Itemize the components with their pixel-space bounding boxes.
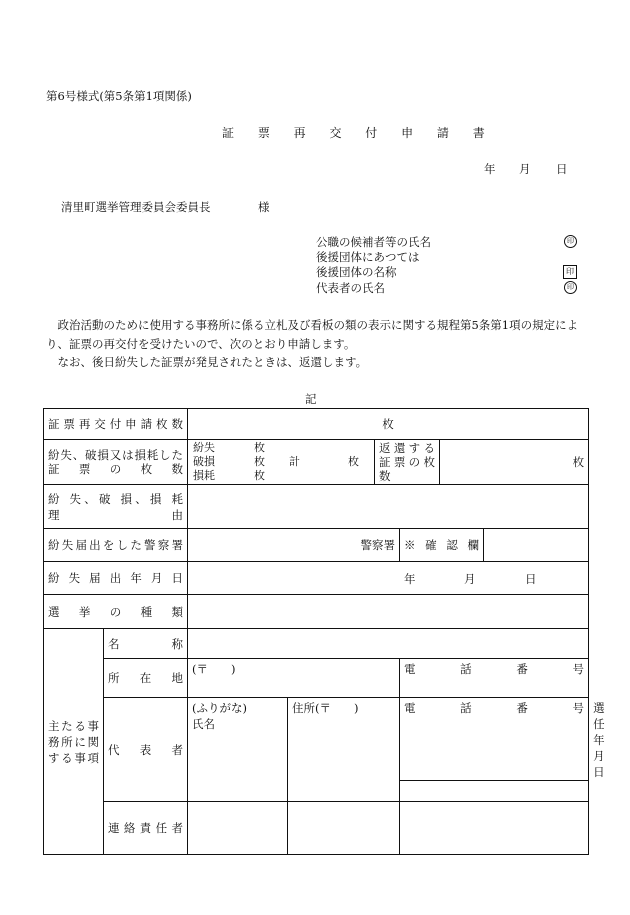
- return-count-label: 返還する証票の枚数: [375, 440, 440, 485]
- applicant-representative-label: 代表者の氏名: [316, 281, 385, 295]
- lost-count-field[interactable]: [188, 440, 375, 485]
- report-date-field[interactable]: [188, 562, 589, 595]
- return-count-field[interactable]: 枚: [440, 440, 589, 485]
- date-day: 日: [556, 162, 568, 176]
- contact-person-label: 連絡責任者: [104, 802, 188, 855]
- police-station-field[interactable]: 警察署: [188, 529, 400, 562]
- reason-field[interactable]: [188, 485, 589, 529]
- seal-square-icon: 印: [563, 265, 577, 279]
- addressee-honorific: 様: [258, 200, 270, 214]
- lost-label: 紛失: [193, 441, 215, 454]
- furigana-label: (ふりがな): [192, 701, 247, 715]
- confirm-field[interactable]: [484, 529, 589, 562]
- reason-label: [44, 485, 188, 529]
- contact-phone-field[interactable]: [400, 802, 589, 855]
- representative-label: 代表者: [104, 698, 188, 802]
- applicant-name-label: 公職の候補者等の氏名: [316, 235, 431, 249]
- worn-label: 損耗: [193, 469, 215, 482]
- reissue-count-field[interactable]: 枚: [188, 409, 589, 440]
- representative-phone-field[interactable]: [400, 781, 589, 802]
- name-label: 氏名: [192, 717, 215, 731]
- seal-round-icon: 印: [564, 235, 577, 248]
- applicant-group-note: 後援団体にあつては: [316, 250, 420, 264]
- office-name-field[interactable]: [188, 629, 589, 659]
- document-title: 証 票 再 交 付 申 請 書: [222, 126, 495, 140]
- applicant-group-name-label: 後援団体の名称: [316, 265, 397, 279]
- office-location-field[interactable]: (〒 ): [188, 659, 400, 698]
- return-statement: なお、後日紛失した証票が発見されたときは、返還します。: [46, 355, 368, 369]
- report-day: 日: [525, 572, 537, 586]
- report-date-label: 紛失届出年月日: [44, 562, 188, 595]
- addressee: 清里町選挙管理委員会委員長: [61, 200, 211, 214]
- representative-name-field[interactable]: [188, 698, 288, 802]
- office-location-label: 所在地: [104, 659, 188, 698]
- unit-label: 枚: [254, 441, 265, 454]
- representative-phone-label: 電話番号: [400, 698, 589, 781]
- reissue-count-label: 証票再交付申請枚数: [44, 409, 188, 440]
- unit-label: 枚: [254, 469, 265, 482]
- unit-label: 枚: [348, 455, 359, 468]
- total-label: 計: [289, 455, 300, 468]
- representative-address-field[interactable]: 住所(〒 ): [288, 698, 400, 802]
- report-month: 月: [464, 572, 476, 586]
- unit-label: 枚: [254, 455, 265, 468]
- main-office-label: 主たる事務所に関する事項: [44, 629, 104, 855]
- reason-label-line1: 紛 失、破 損、損 耗: [48, 491, 183, 506]
- application-table: 証票再交付申請枚数 枚 紛失、破損又は損耗した証票の枚数 紛失 破損 損耗 枚 枚 枚 計 枚 返還する証票の枚数 枚 紛 失、破 損、損 耗 理 由 紛失届出をした警察署 警察署 ※確認欄 紛失届出年月日 年 月 日 選挙の種類 主たる事務所に関する事項 名称 所在地 (〒 ) 電話番号 代表者 (ふりがな) 氏名 住所(〒 ) 電話番号 選任年月日 連絡責任者: [43, 408, 589, 855]
- confirm-label: ※確認欄: [400, 529, 484, 562]
- application-statement: 政治活動のために使用する事務所に係る立札及び看板の類の表示に関する規程第5条第1項の規定により、証票の再交付を受けたいので、次のとおり申請します。: [46, 318, 579, 351]
- ki-heading: 記: [305, 392, 317, 406]
- date-month: 月: [519, 162, 531, 176]
- damaged-label: 破損: [193, 455, 215, 468]
- election-type-field[interactable]: [188, 595, 589, 629]
- reason-label-yu: 由: [171, 507, 183, 522]
- lost-count-label: 紛失、破損又は損耗した証票の枚数: [44, 440, 188, 485]
- election-type-label: 選挙の種類: [44, 595, 188, 629]
- reason-label-ri: 理: [48, 507, 60, 522]
- contact-address-field[interactable]: [288, 802, 400, 855]
- seal-round-icon: 印: [564, 281, 577, 294]
- contact-name-field[interactable]: [188, 802, 288, 855]
- date-year: 年: [484, 162, 496, 176]
- report-year: 年: [404, 572, 416, 586]
- office-name-label: 名称: [104, 629, 188, 659]
- office-phone-label: 電話番号: [400, 659, 589, 698]
- form-number: 第6号様式(第5条第1項関係): [46, 89, 192, 103]
- police-station-label: 紛失届出をした警察署: [44, 529, 188, 562]
